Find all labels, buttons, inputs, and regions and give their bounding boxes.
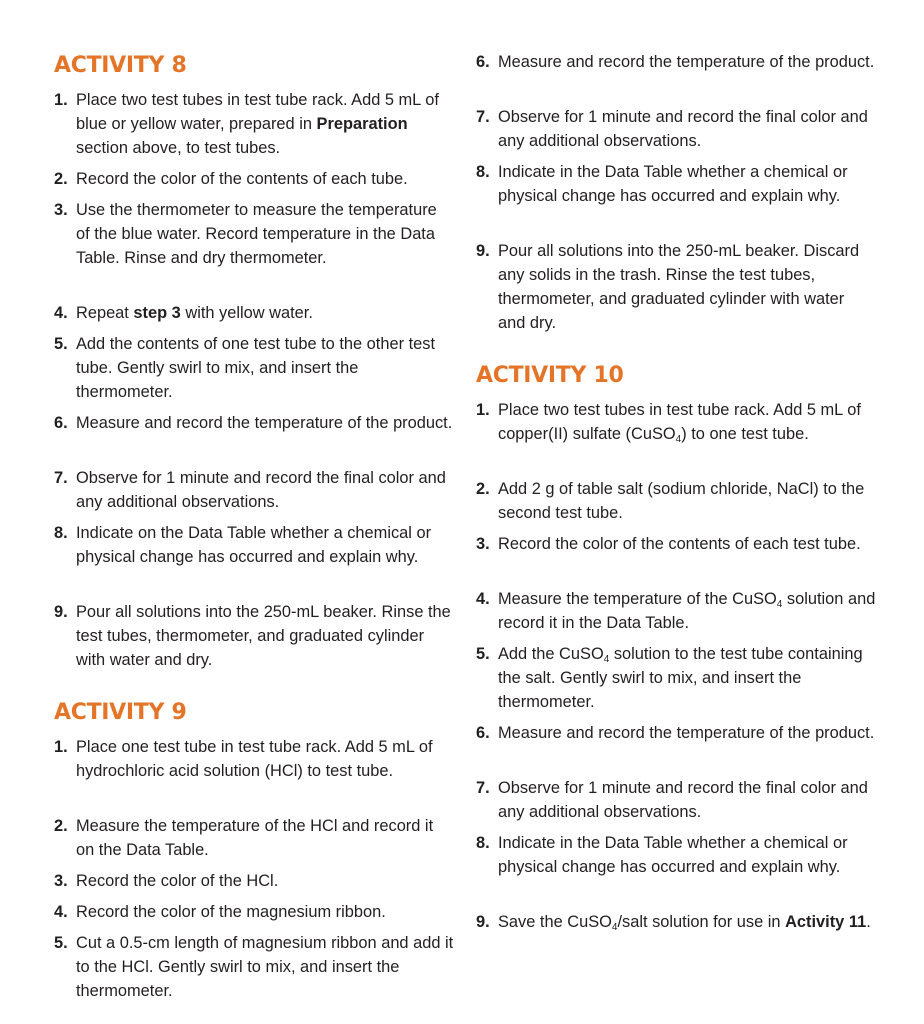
activity-9-step-4 (54, 900, 454, 924)
step-number: 8. (476, 163, 490, 181)
activity-8-step-8 (54, 521, 454, 569)
step-text: Cut a 0.5-cm length of magnesium ribbon and add it to the HCl. Gently swirl to mix, and insert the thermometer. (76, 934, 454, 1000)
activity-9-step-5 (54, 931, 454, 1003)
step-number: 4. (54, 304, 68, 322)
activity-10-step-5 (476, 642, 876, 714)
step-number: 9. (54, 603, 68, 621)
step-number: 7. (54, 469, 68, 487)
step-text: Measure and record the temperature of the product. (498, 53, 875, 71)
step-number: 2. (476, 480, 490, 498)
step-text: Observe for 1 minute and record the final color and any additional observations. (498, 779, 868, 821)
step-number: 6. (476, 53, 490, 71)
step-number: 8. (54, 524, 68, 542)
activity-10-step-3 (476, 532, 876, 556)
step-text: Measure and record the temperature of the product. (498, 724, 875, 742)
activity-8-step-1 (54, 88, 454, 160)
activity-10-step-6 (476, 721, 876, 745)
step-text: Pour all solutions into the 250-mL beaker. Discard any solids in the trash. Rinse the test tubes, thermometer, and graduated cylinder with water and dry. (498, 242, 860, 332)
activity-10-step-7 (476, 776, 876, 824)
step-number: 5. (54, 934, 68, 952)
step-text: Record the color of the contents of each tube. (76, 170, 408, 188)
activity-8-step-7 (54, 466, 454, 514)
step-text: Measure and record the temperature of the product. (76, 414, 453, 432)
activity-8-step-9 (54, 600, 454, 672)
step-text: Indicate in the Data Table whether a chemical or physical change has occurred and explain why. (498, 163, 848, 205)
activity-9-step-7 (476, 105, 876, 153)
activity-9-step-9 (476, 239, 876, 335)
activity-8-step-5 (54, 332, 454, 404)
step-text: Save the CuSO$_4$/salt solution for use in Activity 11. (498, 913, 871, 933)
step-text: Measure the temperature of the HCl and record it on the Data Table. (76, 817, 434, 859)
activity-10-step-2 (476, 477, 876, 525)
step-number: 3. (54, 872, 68, 890)
step-text: Add the CuSO$_4$ solution to the test tube containing the salt. Gently swirl to mix, and insert the thermometer. (498, 645, 863, 711)
step-number: 3. (54, 201, 68, 219)
step-number: 6. (476, 724, 490, 742)
activity-8-step-3 (54, 198, 454, 270)
step-number: 6. (54, 414, 68, 432)
step-text: Observe for 1 minute and record the final color and any additional observations. (498, 108, 868, 150)
step-number: 8. (476, 834, 490, 852)
step-text: Add 2 g of table salt (sodium chloride, NaCl) to the second test tube. (498, 480, 865, 522)
step-text: Place two test tubes in test tube rack. Add 5 mL of blue or yellow water, prepared in Preparation section above, to test tubes. (76, 91, 439, 157)
step-number: 5. (476, 645, 490, 663)
activity-10-heading: ACTIVITY 10 (476, 363, 624, 388)
activity-8-step-6 (54, 411, 454, 435)
activity-10-step-4 (476, 587, 876, 635)
step-number: 1. (476, 401, 490, 419)
activity-9-heading: ACTIVITY 9 (54, 700, 187, 725)
activity-9-step-8 (476, 160, 876, 208)
activity-8-step-4 (54, 301, 454, 325)
step-number: 1. (54, 738, 68, 756)
step-text: Place one test tube in test tube rack. Add 5 mL of hydrochloric acid solution (HCl) to test tube. (76, 738, 433, 780)
activity-8-heading: ACTIVITY 8 (54, 53, 187, 78)
activity-9-step-6 (476, 50, 876, 74)
step-text: Repeat step 3 with yellow water. (76, 304, 313, 322)
activity-10-step-1 (476, 398, 876, 446)
step-number: 7. (476, 779, 490, 797)
activity-9-step-1 (54, 735, 454, 783)
activity-9-step-2 (54, 814, 454, 862)
activity-9-step-3 (54, 869, 454, 893)
step-number: 2. (54, 170, 68, 188)
step-number: 1. (54, 91, 68, 109)
step-text: Indicate in the Data Table whether a chemical or physical change has occurred and explain why. (498, 834, 848, 876)
step-text: Place two test tubes in test tube rack. Add 5 mL of copper(II) sulfate (CuSO$_4$) to one test tube. (498, 401, 861, 445)
step-number: 4. (476, 590, 490, 608)
step-text: Record the color of the contents of each test tube. (498, 535, 861, 553)
step-number: 3. (476, 535, 490, 553)
activity-10-step-9 (476, 910, 876, 934)
step-text: Pour all solutions into the 250-mL beaker. Rinse the test tubes, thermometer, and graduated cylinder with water and dry. (76, 603, 451, 669)
step-text: Record the color of the magnesium ribbon. (76, 903, 386, 921)
step-text: Measure the temperature of the CuSO$_4$ solution and record it in the Data Table. (498, 590, 876, 632)
step-number: 2. (54, 817, 68, 835)
activity-10-step-8 (476, 831, 876, 879)
step-number: 7. (476, 108, 490, 126)
step-text: Observe for 1 minute and record the final color and any additional observations. (76, 469, 446, 511)
step-text: Use the thermometer to measure the temperature of the blue water. Record temperature in the Data Table. Rinse and dry thermometer. (76, 201, 437, 267)
step-text: Indicate on the Data Table whether a chemical or physical change has occurred and explain why. (76, 524, 432, 566)
step-number: 9. (476, 242, 490, 260)
step-number: 9. (476, 913, 490, 931)
step-text: Add the contents of one test tube to the other test tube. Gently swirl to mix, and insert the thermometer. (76, 335, 436, 401)
step-number: 5. (54, 335, 68, 353)
activity-8-step-2 (54, 167, 454, 191)
step-number: 4. (54, 903, 68, 921)
step-text: Record the color of the HCl. (76, 872, 279, 890)
